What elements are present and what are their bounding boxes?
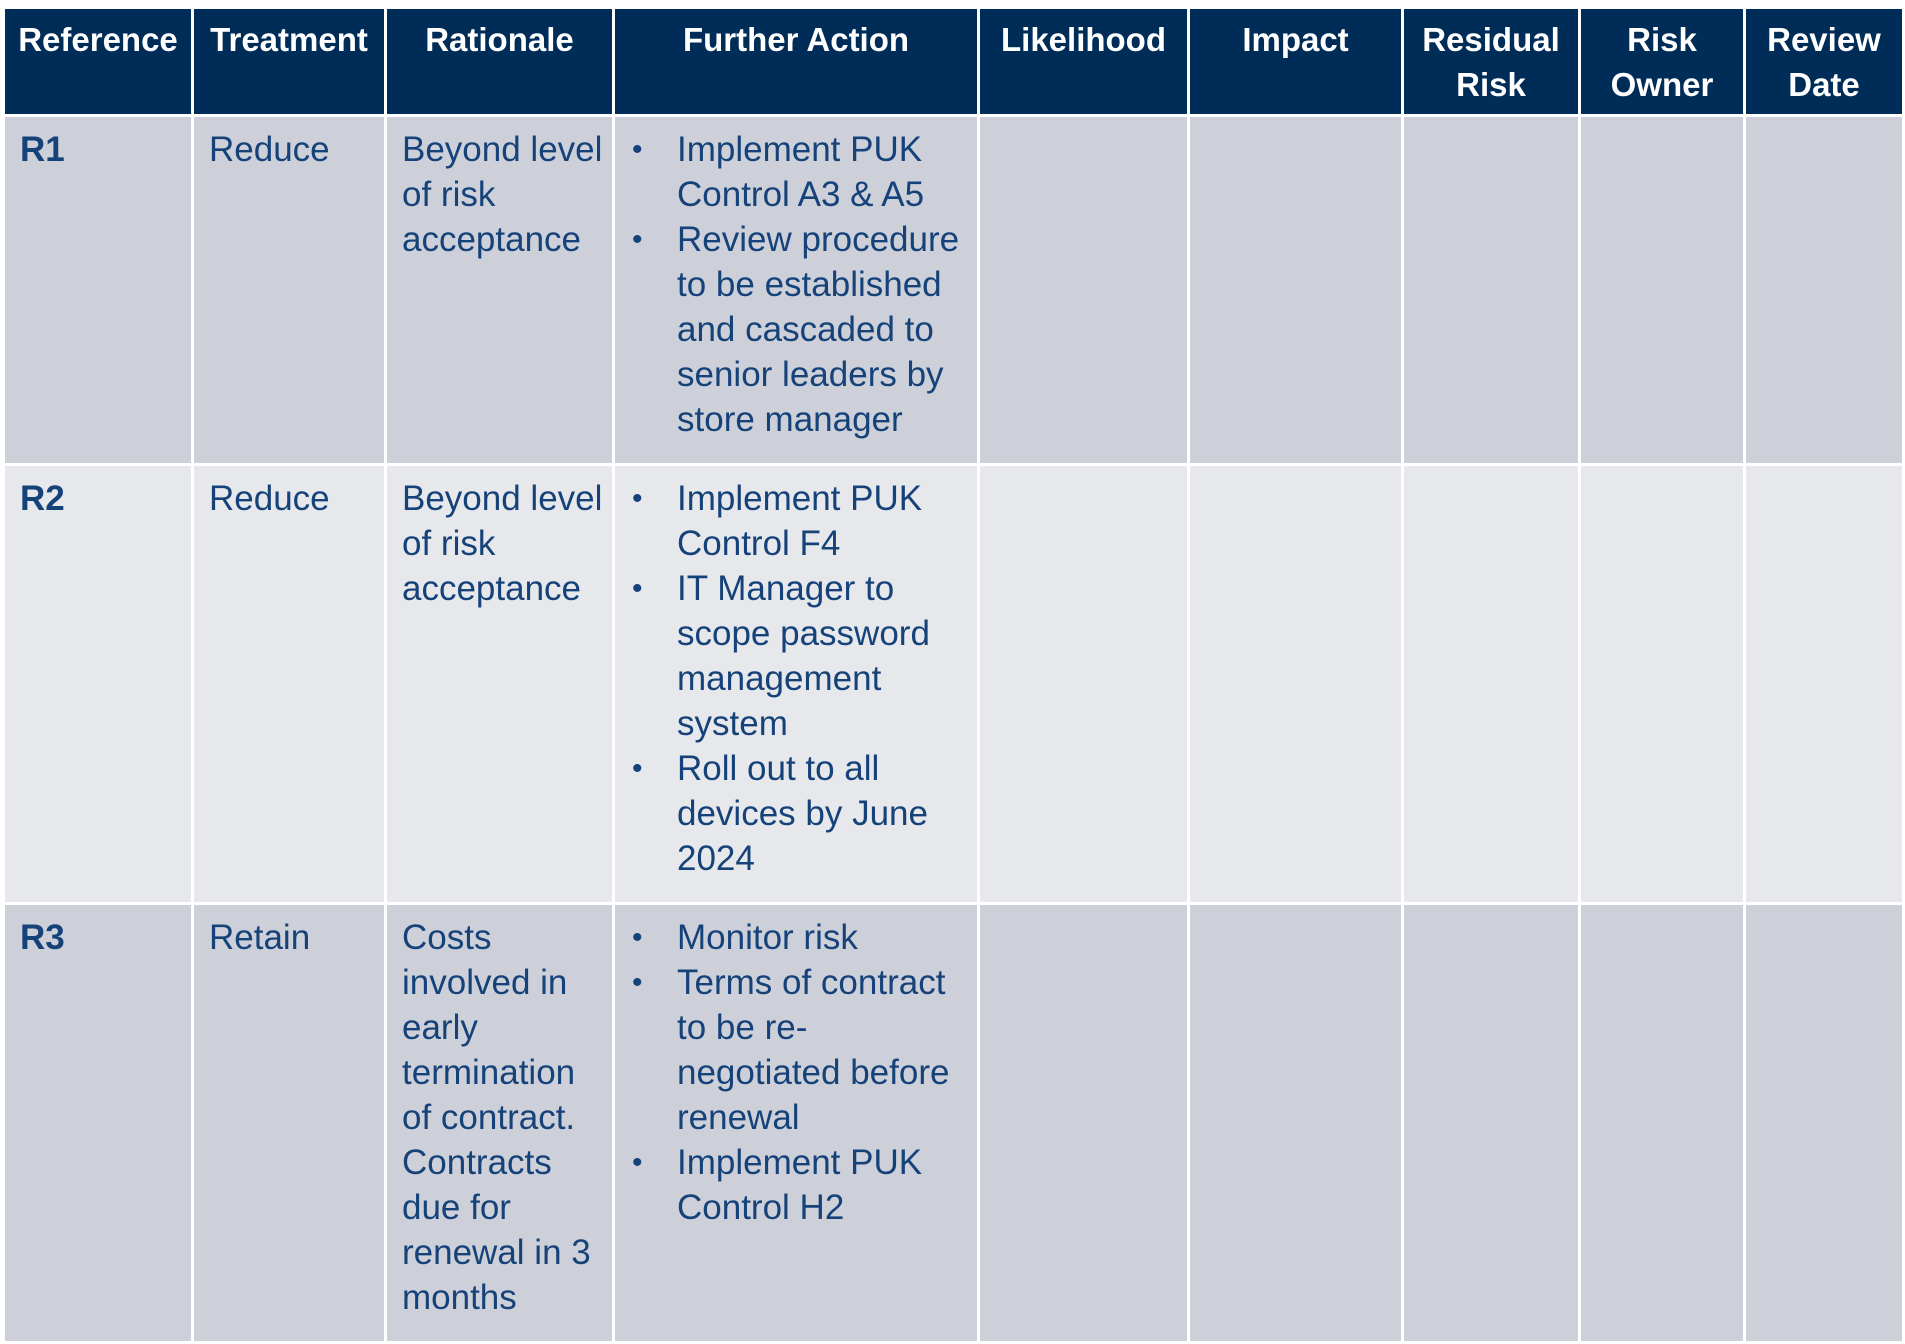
likelihood-cell xyxy=(979,904,1189,1343)
further-action-cell xyxy=(614,904,979,1343)
risk-owner-cell xyxy=(1580,116,1745,465)
reference-cell: R1 xyxy=(4,116,193,465)
header-review-date: Review Date xyxy=(1745,8,1904,116)
bullet-icon: • xyxy=(632,133,643,166)
treatment-cell: Reduce xyxy=(193,116,386,465)
action-item xyxy=(630,217,969,442)
rationale-cell: Beyond level of risk acceptance xyxy=(386,116,614,465)
residual-risk-cell xyxy=(1403,904,1580,1343)
table-row xyxy=(4,465,1904,904)
likelihood-cell xyxy=(979,465,1189,904)
residual-risk-cell xyxy=(1403,116,1580,465)
action-list xyxy=(630,127,969,442)
action-item xyxy=(630,566,969,746)
bullet-icon: • xyxy=(632,1146,643,1179)
table-row xyxy=(4,116,1904,465)
action-text: Review procedure to be established and cascaded to senior leaders by store manager xyxy=(677,220,960,439)
header-treatment: Treatment xyxy=(193,8,386,116)
rationale-cell: Beyond level of risk acceptance xyxy=(386,465,614,904)
header-further-action: Further Action xyxy=(614,8,979,116)
action-list xyxy=(630,915,969,1230)
reference-cell: R2 xyxy=(4,465,193,904)
impact-cell xyxy=(1189,465,1403,904)
action-item xyxy=(630,960,969,1140)
impact-cell xyxy=(1189,116,1403,465)
action-text: Implement PUK Control H2 xyxy=(677,1143,923,1227)
table-row xyxy=(4,904,1904,1343)
bullet-icon: • xyxy=(632,921,643,954)
header-risk-owner: Risk Owner xyxy=(1580,8,1745,116)
action-text: Monitor risk xyxy=(677,918,858,957)
action-item xyxy=(630,915,969,960)
impact-cell xyxy=(1189,904,1403,1343)
review-date-cell xyxy=(1745,904,1904,1343)
bullet-icon: • xyxy=(632,223,643,256)
action-item xyxy=(630,1140,969,1230)
risk-owner-cell xyxy=(1580,904,1745,1343)
action-text: Terms of contract to be re-negotiated before renewal xyxy=(677,963,950,1137)
bullet-icon: • xyxy=(632,752,643,785)
rationale-cell: Costs involved in early termination of contract. Contracts due for renewal in 3 months xyxy=(386,904,614,1343)
further-action-cell xyxy=(614,465,979,904)
action-text: Roll out to all devices by June 2024 xyxy=(677,749,928,878)
risk-treatment-table xyxy=(2,6,1905,1344)
review-date-cell xyxy=(1745,116,1904,465)
bullet-icon: • xyxy=(632,572,643,605)
header-rationale: Rationale xyxy=(386,8,614,116)
action-item xyxy=(630,127,969,217)
action-list xyxy=(630,476,969,881)
treatment-cell: Reduce xyxy=(193,465,386,904)
header-impact: Impact xyxy=(1189,8,1403,116)
risk-owner-cell xyxy=(1580,465,1745,904)
treatment-cell: Retain xyxy=(193,904,386,1343)
likelihood-cell xyxy=(979,116,1189,465)
header-likelihood: Likelihood xyxy=(979,8,1189,116)
action-text: IT Manager to scope password management system xyxy=(677,569,930,743)
action-item xyxy=(630,746,969,881)
bullet-icon: • xyxy=(632,482,643,515)
header-reference: Reference xyxy=(4,8,193,116)
header-residual-risk: Residual Risk xyxy=(1403,8,1580,116)
bullet-icon: • xyxy=(632,966,643,999)
reference-cell: R3 xyxy=(4,904,193,1343)
further-action-cell xyxy=(614,116,979,465)
action-item xyxy=(630,476,969,566)
header-row xyxy=(4,8,1904,116)
action-text: Implement PUK Control F4 xyxy=(677,479,923,563)
action-text: Implement PUK Control A3 & A5 xyxy=(677,130,925,214)
review-date-cell xyxy=(1745,465,1904,904)
residual-risk-cell xyxy=(1403,465,1580,904)
